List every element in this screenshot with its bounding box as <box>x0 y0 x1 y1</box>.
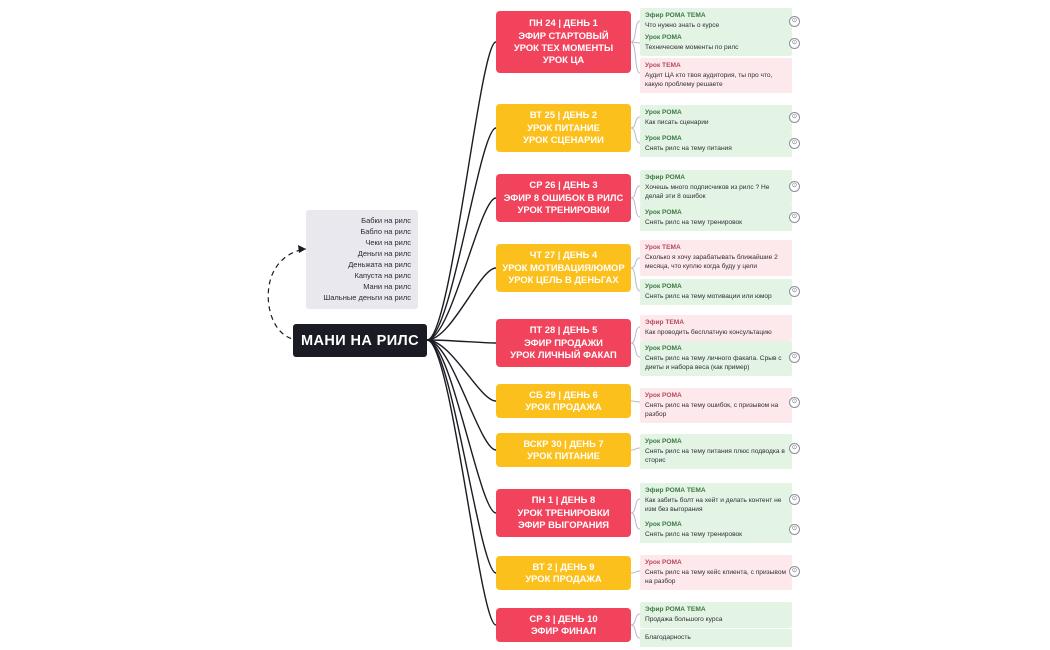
sub-node[interactable] <box>640 629 792 647</box>
sub-node[interactable] <box>640 30 792 56</box>
sub-node-title: Урок РОМА <box>645 135 682 142</box>
day-node-line: УРОК ЦЕЛЬ В ДЕНЬГАХ <box>508 274 619 286</box>
sub-node-title: Урок РОМА <box>645 521 682 528</box>
sub-node[interactable] <box>640 279 792 305</box>
sub-node[interactable] <box>640 341 792 376</box>
keyword-item: Деньги на рилс <box>357 249 411 258</box>
sub-node-body: Снять рилс на тему тренировок <box>645 219 743 226</box>
sub-node-body: Технические моменты по рилс <box>645 44 739 51</box>
day-node-line: УРОК СЦЕНАРИИ <box>523 134 604 146</box>
sub-node-marker-icon[interactable]: ⊙ <box>789 524 800 535</box>
sub-node-marker-icon[interactable]: ⊙ <box>789 566 800 577</box>
day-node-line: УРОК ПИТАНИЕ <box>527 450 600 461</box>
day-node-line: УРОК ТРЕНИРОВКИ <box>517 204 610 216</box>
day-node-line: ПН 24 | ДЕНЬ 1 <box>529 17 598 29</box>
sub-node-marker-icon[interactable]: ⊙ <box>789 286 800 297</box>
sub-node-marker-icon[interactable]: ⊙ <box>789 181 800 192</box>
sub-node-body: Снять рилс на тему тренировок <box>645 531 743 538</box>
day-node-line: ЭФИР 8 ОШИБОК В РИЛС <box>503 191 624 203</box>
sub-node[interactable] <box>640 388 792 423</box>
keyword-item: Бабло на рилс <box>360 227 411 236</box>
sub-node-title: Эфир РОМА ТЕМА <box>645 487 706 494</box>
sub-node-marker-icon[interactable]: ⊙ <box>789 352 800 363</box>
sub-node-title: Урок ТЕМА <box>645 62 681 69</box>
sub-node-title: Эфир ТЕМА <box>645 319 685 326</box>
sub-node-title: Урок РОМА <box>645 209 682 216</box>
sub-node-title: Урок РОМА <box>645 559 682 566</box>
sub-node[interactable] <box>640 105 792 131</box>
day-node[interactable] <box>496 556 631 590</box>
sub-node-body: Как забить болт на хейт и делать контент не изм без выгорания <box>645 497 782 513</box>
day-node[interactable] <box>496 608 631 642</box>
sub-node-marker-icon[interactable]: ⊙ <box>789 138 800 149</box>
sub-node[interactable] <box>640 602 792 628</box>
sub-node-title: Урок РОМА <box>645 392 682 399</box>
sub-node[interactable] <box>640 555 792 590</box>
day-node-line: ЧТ 27 | ДЕНЬ 4 <box>529 249 598 261</box>
sub-node-marker-icon[interactable]: ⊙ <box>789 397 800 408</box>
sub-node-body: Снять рилс на тему ошибок, с призывом на разбор <box>645 402 779 418</box>
keyword-item: Чеки на рилс <box>365 238 411 247</box>
sub-node[interactable] <box>640 170 792 205</box>
sub-node-marker-icon[interactable]: ⊙ <box>789 16 800 27</box>
sub-node-body: Снять рилс на тему питания <box>645 145 732 152</box>
sub-node[interactable] <box>640 517 792 543</box>
keyword-item: Шальные деньги на рилс <box>323 293 411 302</box>
sub-node-body: Как проводить бесплатную консультацию <box>645 329 772 336</box>
day-node[interactable] <box>496 489 631 537</box>
day-node-line: СБ 29 | ДЕНЬ 6 <box>529 388 598 400</box>
sub-node-body: Снять рилс на тему кейс клиента, с призывом на разбор <box>645 569 787 585</box>
sub-node-title: Эфир РОМА <box>645 174 686 181</box>
day-node-line: УРОК ПРОДАЖА <box>525 573 602 584</box>
day-node-line: УРОК МОТИВАЦИЯ/ЮМОР <box>502 261 625 273</box>
sub-node-title: Урок РОМА <box>645 109 682 116</box>
sub-node-title: Эфир РОМА ТЕМА <box>645 12 706 19</box>
sub-node-title: Урок РОМА <box>645 34 682 41</box>
day-node[interactable] <box>496 244 631 292</box>
day-node-line: УРОК ТРЕНИРОВКИ <box>517 506 610 518</box>
day-node-line: ПН 1 | ДЕНЬ 8 <box>531 494 596 506</box>
sub-node-body: Хочешь много подписчиков из рилс ? Не делай эти 8 ошибок <box>645 184 770 200</box>
sub-node-body: Что нужно знать о курсе <box>645 22 720 29</box>
sub-node[interactable] <box>640 131 792 157</box>
day-node-line: ВТ 25 | ДЕНЬ 2 <box>529 109 598 121</box>
sub-node-marker-icon[interactable]: ⊙ <box>789 443 800 454</box>
sub-node-marker-icon[interactable]: ⊙ <box>789 38 800 49</box>
keyword-item: Бабки на рилс <box>361 216 411 225</box>
day-node-line: УРОК ПИТАНИЕ <box>527 121 600 133</box>
sub-node[interactable] <box>640 240 792 276</box>
sub-node-marker-icon[interactable]: ⊙ <box>789 112 800 123</box>
keyword-item: Мани на рилс <box>363 282 411 291</box>
day-node-line: УРОК ПРОДАЖА <box>525 401 602 412</box>
central-node[interactable]: МАНИ НА РИЛС <box>293 324 427 357</box>
sub-node-body: Продажа большого курса <box>645 616 723 623</box>
day-node[interactable] <box>496 433 631 467</box>
keyword-item: Деньжата на рилс <box>348 260 411 269</box>
sub-node[interactable] <box>640 483 792 518</box>
day-node-line: УРОК ЦА <box>542 54 585 66</box>
sub-node-title: Урок РОМА <box>645 283 682 290</box>
day-node[interactable] <box>496 11 631 73</box>
day-node-line: УРОК ЛИЧНЫЙ ФАКАП <box>510 349 617 361</box>
day-node[interactable] <box>496 319 631 367</box>
keywords-box <box>306 210 418 309</box>
sub-node-body: Благодарность <box>645 634 691 641</box>
sub-node-title: Урок ТЕМА <box>645 244 681 251</box>
sub-node-body: Сколько я хочу зарабатывать ближайшие 2 месяца, что куплю когда буду у цели <box>645 254 778 270</box>
sub-node[interactable] <box>640 58 792 93</box>
sub-node-title: Урок РОМА <box>645 345 682 352</box>
day-node-line: ВТ 2 | ДЕНЬ 9 <box>532 560 595 572</box>
day-node-line: ВСКР 30 | ДЕНЬ 7 <box>523 437 604 449</box>
sub-node[interactable] <box>640 434 792 469</box>
sub-node-marker-icon[interactable]: ⊙ <box>789 212 800 223</box>
day-node-line: СР 26 | ДЕНЬ 3 <box>529 179 598 191</box>
day-node[interactable] <box>496 174 631 222</box>
day-node-line: ЭФИР ФИНАЛ <box>530 625 597 636</box>
day-node-line: УРОК ТЕХ МОМЕНТЫ <box>513 42 614 53</box>
sub-node-body: Снять рилс на тему мотивации или юмор <box>645 293 772 300</box>
day-node-line: ПТ 28 | ДЕНЬ 5 <box>529 324 598 336</box>
day-node[interactable] <box>496 104 631 152</box>
sub-node-body: Как писать сценарии <box>645 119 709 126</box>
sub-node-title: Урок РОМА <box>645 438 682 445</box>
keyword-item: Капуста на рилс <box>354 271 411 280</box>
day-node-line: СР 3 | ДЕНЬ 10 <box>529 612 598 624</box>
sub-node-body: Снять рилс на тему личного факапа. Срыв с диеты и набора веса (как пример) <box>645 355 782 371</box>
day-node-line: ЭФИР СТАРТОВЫЙ <box>518 29 609 41</box>
sub-node-title: Эфир РОМА ТЕМА <box>645 606 706 613</box>
sub-node[interactable] <box>640 315 792 341</box>
day-node[interactable] <box>496 384 631 418</box>
sub-node-marker-icon[interactable]: ⊙ <box>789 494 800 505</box>
day-node-line: ЭФИР ВЫГОРАНИЯ <box>517 519 610 531</box>
sub-node-body: Аудит ЦА кто твоя аудитория, ты про что, какую проблему решаете <box>645 72 773 88</box>
sub-node-body: Снять рилс на тему питания плюс подводка в сторис <box>645 448 785 464</box>
sub-node[interactable] <box>640 205 792 231</box>
day-node-line: ЭФИР ПРОДАЖИ <box>524 336 603 348</box>
